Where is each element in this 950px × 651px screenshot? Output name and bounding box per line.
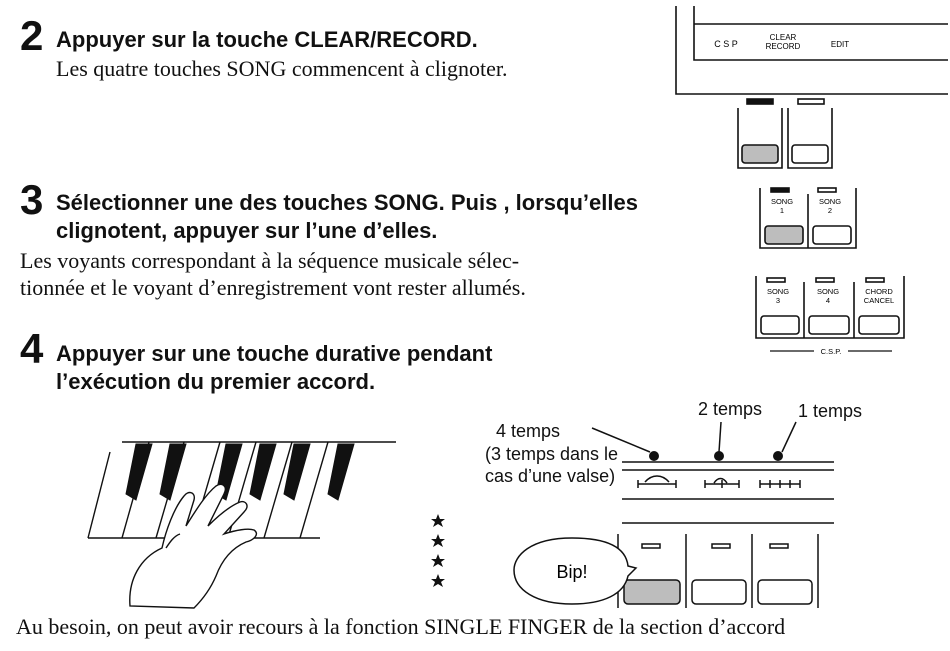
song-3-button [761, 316, 799, 334]
step-3-text-line2: tionnée et le voyant d’enregistrement vont rester allumés. [20, 275, 526, 300]
label-4-temps-note-line1: (3 temps dans le [485, 444, 619, 464]
step-4-number: 4 [20, 325, 44, 372]
chord-label: CHORD [865, 287, 893, 296]
chord-cancel-button [859, 316, 899, 334]
note-1-temps-icon [760, 480, 800, 488]
csp-group-label: C.S.P. [820, 347, 842, 356]
hand-icon [130, 484, 257, 608]
footer-text: Au besoin, on peut avoir recours à la fonction SINGLE FINGER de la section d’accord [16, 614, 786, 639]
durative-key-1-temps [758, 580, 812, 604]
edit-button [792, 145, 828, 163]
song-4-led-icon [816, 278, 834, 282]
dot-1-temps-icon [773, 451, 783, 461]
clear-led-icon [747, 99, 773, 104]
leader-4-temps [592, 428, 650, 452]
record-label: RECORD [765, 42, 801, 51]
step-3-heading-line1: Sélectionner une des touches SONG. Puis , lorsqu’elles [56, 190, 638, 215]
clear-label: CLEAR [769, 33, 797, 42]
step-2-number: 2 [20, 12, 44, 59]
clear-record-button [742, 145, 778, 163]
edit-led-icon [798, 99, 824, 104]
edit-label: EDIT [830, 40, 850, 49]
song-4-button [809, 316, 849, 334]
song-3-number: 3 [775, 296, 781, 305]
label-4-temps-note-line2: cas d’une valse) [485, 466, 616, 486]
durative-key-4-temps [624, 580, 680, 604]
song-4-number: 4 [825, 296, 831, 305]
song-2-led-icon [818, 188, 836, 192]
song-3-label: SONG [766, 287, 790, 296]
step-4-heading-line1: Appuyer sur une touche durative pendant [56, 341, 493, 366]
durative-3-led-icon [770, 544, 788, 548]
durative-keys-panel [500, 410, 920, 610]
song-2-number: 2 [827, 206, 833, 215]
label-2-temps: 2 temps [698, 399, 763, 419]
durative-2-led-icon [712, 544, 730, 548]
label-4-temps: 4 temps [496, 421, 561, 441]
note-4-temps-icon [638, 476, 676, 488]
leader-2-temps [719, 422, 721, 452]
song-1-label: SONG [770, 197, 794, 206]
song-1-button [765, 226, 803, 244]
leader-1-temps [782, 422, 796, 452]
step-2-text: Les quatre touches SONG commencent à clignoter. [56, 56, 508, 81]
song-1-number: 1 [779, 206, 785, 215]
label-1-temps: 1 temps [798, 401, 863, 421]
song-2-button [813, 226, 851, 244]
step-3-heading-line2: clignotent, appuyer sur l’une d’elles. [56, 218, 438, 243]
dot-4-temps-icon [649, 451, 659, 461]
repeat-stars-icon [428, 512, 448, 592]
csp-label: C S P [714, 39, 738, 49]
clear-record-panel [672, 4, 950, 170]
cancel-label: CANCEL [863, 296, 895, 305]
step-3-text-line1: Les voyants correspondant à la séquence musicale sélec- [20, 248, 520, 273]
beep-text: Bip! [556, 562, 588, 582]
step-2-heading: Appuyer sur la touche CLEAR/RECORD. [56, 27, 478, 52]
song-3-led-icon [767, 278, 785, 282]
song-3-4-chord-panel [752, 272, 912, 358]
dot-2-temps-icon [714, 451, 724, 461]
note-2-temps-icon [705, 479, 739, 489]
song-2-label: SONG [818, 197, 842, 206]
step-4-heading-line2: l’exécution du premier accord. [56, 369, 376, 394]
song-4-label: SONG [816, 287, 840, 296]
durative-key-2-temps [692, 580, 746, 604]
durative-1-led-icon [642, 544, 660, 548]
chord-cancel-led-icon [866, 278, 884, 282]
step-3-number: 3 [20, 176, 44, 223]
song-1-2-panel [756, 186, 860, 250]
song-1-led-icon [771, 188, 789, 192]
keyboard-hand-illustration [70, 430, 400, 610]
